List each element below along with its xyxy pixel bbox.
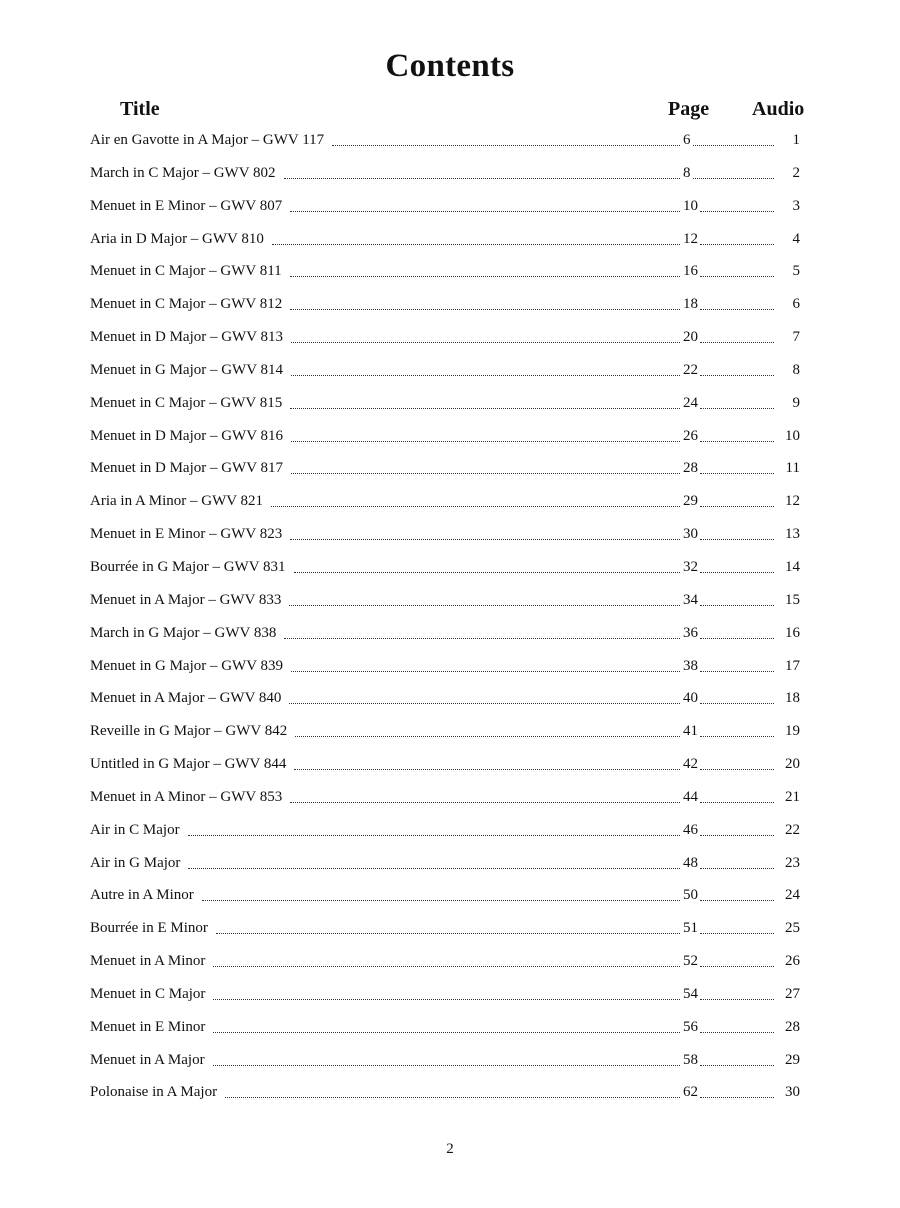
entry-title: Polonaise in A Major [90,1076,223,1108]
entry-audio-track: 30 [775,1076,800,1108]
entry-title: Menuet in C Major – GWV 815 [90,387,288,419]
entry-audio-track: 6 [775,288,800,320]
dot-leader [284,178,680,179]
entry-audio-track: 24 [775,879,800,911]
entry-page-number: 46 [683,821,698,838]
entry-title: Menuet in C Major [90,978,211,1010]
entry-page-number: 52 [683,953,698,970]
toc-entry [90,748,800,781]
toc-entry [90,847,800,880]
entry-audio-track: 28 [775,1011,800,1043]
entry-audio-track: 16 [775,617,800,649]
toc-entry [90,978,800,1011]
entry-audio-track: 1 [775,124,800,156]
entry-audio-track: 27 [775,978,800,1010]
entry-audio-track: 11 [775,452,800,484]
entry-page-number: 34 [683,591,698,608]
dot-leader [188,868,680,869]
dot-leader [213,966,680,967]
toc-entry [90,387,800,420]
entry-page-number: 6 [683,132,691,148]
entry-audio-track: 5 [775,255,800,287]
entry-audio-track: 20 [775,748,800,780]
entry-page-number: 38 [683,657,698,674]
dot-leader [216,933,680,934]
entry-page-number: 18 [683,296,698,313]
entry-page-number: 10 [683,197,698,214]
entry-title: Menuet in A Minor [90,945,211,977]
toc-entry [90,584,800,617]
entry-title: Air en Gavotte in A Major – GWV 117 [90,124,330,156]
dot-leader [290,539,680,540]
column-header-page: Page [668,98,710,120]
entry-audio-track: 14 [775,551,800,583]
table-of-contents [90,124,800,1109]
entry-audio-track: 21 [775,781,800,813]
entry-title: Menuet in A Major – GWV 833 [90,584,287,616]
entry-audio-track: 19 [775,715,800,747]
toc-entry [90,288,800,321]
toc-entry [90,190,800,223]
entry-audio-track: 13 [775,518,800,550]
toc-entry [90,1076,800,1109]
dot-leader [294,572,680,573]
toc-entry [90,617,800,650]
entry-page-number: 51 [683,920,698,937]
dot-leader [290,408,680,409]
dot-leader [295,736,680,737]
dot-leader [291,441,680,442]
entry-page-number: 42 [683,756,698,773]
entry-title: Menuet in C Major – GWV 812 [90,288,288,320]
entry-page-number: 22 [683,361,698,378]
entry-title: Aria in A Minor – GWV 821 [90,485,269,517]
entry-page-number: 12 [683,230,698,247]
dot-leader [213,999,680,1000]
entry-title: Bourrée in G Major – GWV 831 [90,551,292,583]
entry-title: Reveille in G Major – GWV 842 [90,715,293,747]
entry-title: Menuet in C Major – GWV 811 [90,255,288,287]
entry-page-number: 48 [683,854,698,871]
dot-leader [291,473,680,474]
entry-title: Menuet in D Major – GWV 816 [90,420,289,452]
entry-audio-track: 7 [775,321,800,353]
entry-page-number: 58 [683,1051,698,1068]
page-number: 2 [446,1141,454,1157]
entry-title: Menuet in A Major – GWV 840 [90,682,287,714]
toc-entry [90,452,800,485]
dot-leader [284,638,680,639]
dot-leader [272,244,680,245]
entry-audio-track: 15 [775,584,800,616]
page-title: Contents [385,48,515,84]
entry-audio-track: 18 [775,682,800,714]
entry-audio-track: 29 [775,1044,800,1076]
entry-audio-track: 22 [775,814,800,846]
entry-title: Air in C Major [90,814,186,846]
entry-title: Menuet in E Minor – GWV 807 [90,190,288,222]
entry-audio-track: 23 [775,847,800,879]
entry-page-number: 41 [683,723,698,740]
entry-audio-track: 10 [775,420,800,452]
dot-leader [291,671,680,672]
entry-page-number: 50 [683,887,698,904]
dot-leader [294,769,680,770]
entry-page-number: 40 [683,690,698,707]
toc-entry [90,518,800,551]
dot-leader [271,506,680,507]
entry-page-number: 56 [683,1018,698,1035]
column-header-title: Title [120,98,160,120]
toc-entry [90,223,800,256]
entry-title: Menuet in E Minor [90,1011,211,1043]
entry-title: Menuet in D Major – GWV 813 [90,321,289,353]
toc-entry [90,255,800,288]
dot-leader [213,1065,680,1066]
entry-page-number: 30 [683,526,698,543]
entry-page-number: 24 [683,394,698,411]
entry-page-number: 32 [683,558,698,575]
dot-leader [289,605,680,606]
dot-leader [332,145,680,146]
toc-entry [90,420,800,453]
entry-title: Menuet in A Minor – GWV 853 [90,781,288,813]
entry-title: Menuet in G Major – GWV 814 [90,354,289,386]
entry-title: Menuet in D Major – GWV 817 [90,452,289,484]
dot-leader [290,211,680,212]
column-header-audio: Audio [752,98,805,120]
entry-page-number: 62 [683,1084,698,1101]
dot-leader [290,309,680,310]
toc-entry [90,912,800,945]
entry-title: Air in G Major [90,847,186,879]
dot-leader [213,1032,680,1033]
entry-audio-track: 12 [775,485,800,517]
toc-entry [90,321,800,354]
toc-entry [90,879,800,912]
entry-page-number: 26 [683,427,698,444]
toc-entry [90,945,800,978]
entry-page-number: 36 [683,624,698,641]
entry-page-number: 8 [683,164,691,181]
toc-entry [90,485,800,518]
dot-leader [289,703,680,704]
entry-page-number: 20 [683,329,698,346]
toc-entry [90,650,800,683]
toc-entry [90,1011,800,1044]
toc-entry [90,124,800,157]
toc-entry [90,682,800,715]
entry-title: Bourrée in E Minor [90,912,214,944]
entry-page-number: 29 [683,493,698,510]
toc-entry [90,157,800,190]
dot-leader [291,375,680,376]
entry-audio-track: 9 [775,387,800,419]
entry-page-number: 54 [683,985,698,1002]
dot-leader [290,276,680,277]
entry-title: Menuet in G Major – GWV 839 [90,650,289,682]
entry-audio-track: 3 [775,190,800,222]
toc-entry [90,781,800,814]
toc-entry [90,814,800,847]
toc-entry [90,715,800,748]
dot-leader [290,802,680,803]
entry-title: Autre in A Minor [90,879,200,911]
entry-audio-track: 17 [775,650,800,682]
entry-title: Untitled in G Major – GWV 844 [90,748,292,780]
toc-entry [90,1044,800,1077]
entry-page-number: 28 [683,460,698,477]
entry-page-number: 44 [683,788,698,805]
entry-title: Menuet in A Major [90,1044,211,1076]
entry-title: Menuet in E Minor – GWV 823 [90,518,288,550]
entry-audio-track: 26 [775,945,800,977]
entry-audio-track: 8 [775,354,800,386]
entry-audio-track: 4 [775,223,800,255]
dot-leader [291,342,680,343]
entry-page-number: 16 [683,263,698,280]
toc-entry [90,551,800,584]
entry-title: March in G Major – GWV 838 [90,617,282,649]
entry-audio-track: 25 [775,912,800,944]
dot-leader [188,835,680,836]
entry-title: Aria in D Major – GWV 810 [90,223,270,255]
dot-leader [202,900,680,901]
entry-audio-track: 2 [775,157,800,189]
dot-leader [225,1097,680,1098]
entry-title: March in C Major – GWV 802 [90,157,282,189]
toc-entry [90,354,800,387]
